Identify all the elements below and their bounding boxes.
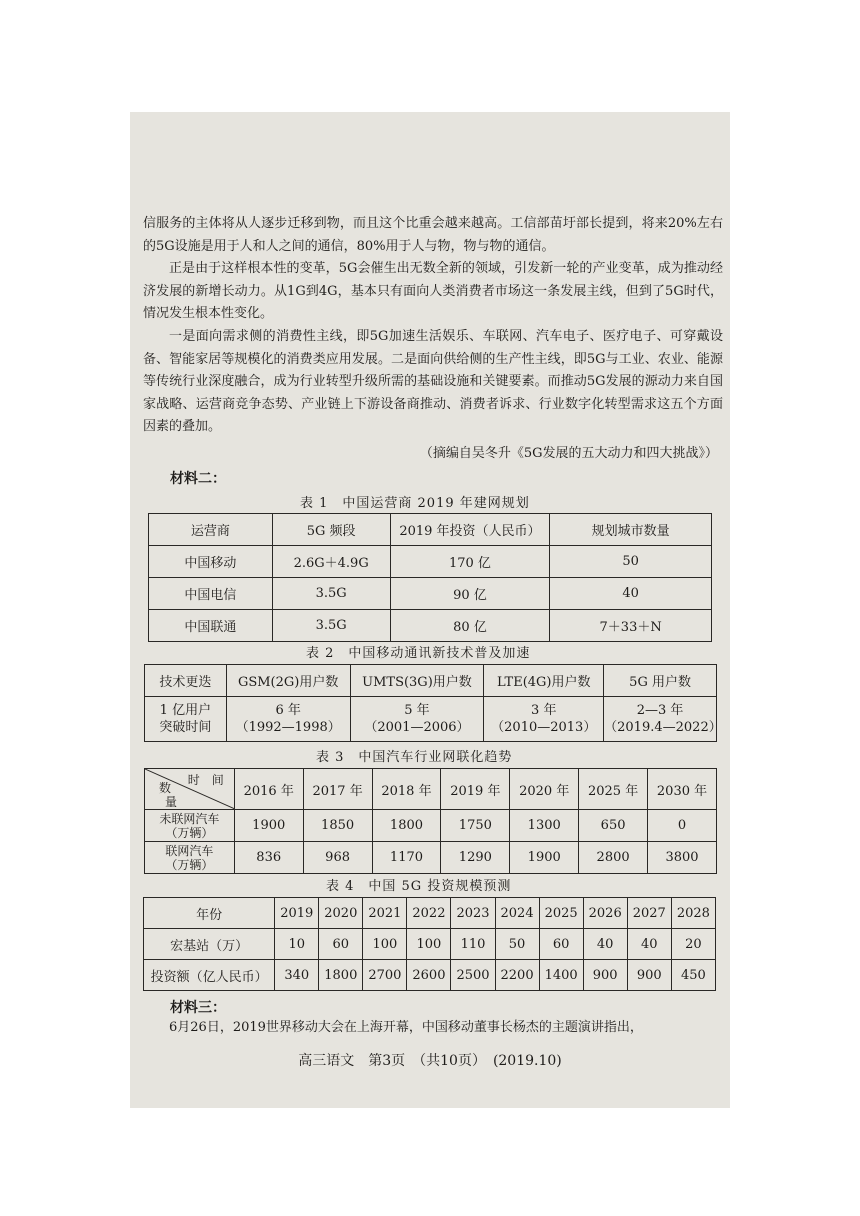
table-header: 2025 年: [579, 769, 648, 810]
table-cell: 10: [275, 929, 319, 960]
corner-quantity-label: 数 量: [159, 781, 178, 809]
table-header: 2021: [363, 898, 407, 929]
table-header: 规划城市数量: [550, 514, 712, 546]
table-cell: 40: [627, 929, 671, 960]
source-citation: （摘编自吴冬升《5G发展的五大动力和四大挑战》）: [419, 446, 718, 461]
table-header: LTE(4G)用户数: [484, 665, 604, 697]
table-header: 2023: [451, 898, 495, 929]
table-header: 2019 年: [441, 769, 510, 810]
table-cell: 5 年 （2001—2006）: [350, 697, 484, 742]
table-cell: 170 亿: [390, 546, 550, 578]
table-cell: 1850: [303, 810, 372, 842]
table-header: GSM(2G)用户数: [226, 665, 350, 697]
table-cell: 1800: [319, 960, 363, 991]
table-header: 2017 年: [303, 769, 372, 810]
table-cell: 1800: [372, 810, 441, 842]
table-cell: 6 年 （1992—1998）: [226, 697, 350, 742]
table-cell: 50: [495, 929, 539, 960]
table-row: [144, 898, 716, 929]
table-header: 5G 用户数: [604, 665, 717, 697]
table-2: [144, 664, 722, 742]
table-row: [149, 546, 712, 578]
row-label: 宏基站（万）: [144, 929, 275, 960]
table-header: 2030 年: [648, 769, 717, 810]
table-header: 2020: [319, 898, 363, 929]
table-cell: 650: [579, 810, 648, 842]
table-header: 年份: [144, 898, 275, 929]
table-cell: 900: [583, 960, 627, 991]
table-header: 2019: [275, 898, 319, 929]
table-cell: 340: [275, 960, 319, 991]
table-cell: 2.6G＋4.9G: [272, 546, 390, 578]
table-1-caption: 表 1 中国运营商 2019 年建网规划: [300, 496, 530, 511]
table-cell: 50: [550, 546, 712, 578]
table-header: 运营商: [149, 514, 273, 546]
table-header: 2022: [407, 898, 451, 929]
table-row: [145, 842, 717, 874]
table-cell: 中国电信: [149, 578, 273, 610]
table-row: [144, 929, 716, 960]
table-cell: 968: [303, 842, 372, 874]
table-cell: 1400: [539, 960, 583, 991]
diagonal-header-cell: [145, 769, 235, 810]
table-header: 2028: [671, 898, 715, 929]
table-header: 2020 年: [510, 769, 579, 810]
material-2-heading: 材料二：: [170, 471, 226, 487]
table-2-caption: 表 2 中国移动通讯新技术普及加速: [306, 646, 531, 661]
row-label: 投资额（亿人民币）: [144, 960, 275, 991]
table-row: [149, 514, 712, 546]
table-header: 技术更迭: [145, 665, 227, 697]
table-3: [144, 768, 717, 874]
table-cell: 中国联通: [149, 610, 273, 642]
corner-time-label: 时 间: [187, 773, 224, 787]
row-label: 1 亿用户 突破时间: [145, 697, 227, 742]
table-header: 2025: [539, 898, 583, 929]
material-3-heading: 材料三：: [170, 1000, 226, 1016]
table-row: [145, 769, 717, 810]
table-cell: 2600: [407, 960, 451, 991]
table-cell: 60: [319, 929, 363, 960]
table-header: 2026: [583, 898, 627, 929]
table-3-caption: 表 3 中国汽车行业网联化趋势: [316, 750, 513, 765]
table-row: [149, 578, 712, 610]
table-header: 2027: [627, 898, 671, 929]
table-row: [145, 810, 717, 842]
table-header: 2016 年: [234, 769, 303, 810]
table-cell: 1900: [234, 810, 303, 842]
table-cell: 836: [234, 842, 303, 874]
table-cell: 3.5G: [272, 610, 390, 642]
table-header: 2018 年: [372, 769, 441, 810]
paragraph-1: 信服务的主体将从人逐步迁移到物，而且这个比重会越来越高。工信部苗圩部长提到，将来20%左右的5G设施是用于人和人之间的通信，80%用于人与物，物与物的通信。: [143, 216, 723, 254]
table-header: 2019 年投资（人民币）: [390, 514, 550, 546]
page-footer: 高三语文 第3页 （共10页） (2019.10): [298, 1053, 562, 1069]
paragraph-2: 正是由于这样根本性的变革，5G会催生出无数全新的领域，引发新一轮的产业变革，成为推动经济发展的新增长动力。从1G到4G，基本只有面向人类消费者市场这一条发展主线，但到了5G时代，情况发生根本性变化。: [143, 261, 723, 321]
table-cell: 1290: [441, 842, 510, 874]
table-header: 2024: [495, 898, 539, 929]
table-cell: 0: [648, 810, 717, 842]
table-cell: 450: [671, 960, 715, 991]
table-cell: 900: [627, 960, 671, 991]
table-cell: 40: [550, 578, 712, 610]
table-cell: 2200: [495, 960, 539, 991]
table-cell: 2500: [451, 960, 495, 991]
table-cell: 2800: [579, 842, 648, 874]
table-4-caption: 表 4 中国 5G 投资规模预测: [326, 879, 512, 894]
table-cell: 3 年 （2010—2013）: [484, 697, 604, 742]
table-cell: 1750: [441, 810, 510, 842]
table-row: [149, 610, 712, 642]
table-cell: 2700: [363, 960, 407, 991]
table-cell: 100: [407, 929, 451, 960]
table-cell: 1900: [510, 842, 579, 874]
table-cell: 7＋33＋N: [550, 610, 712, 642]
table-header: UMTS(3G)用户数: [350, 665, 484, 697]
table-cell: 110: [451, 929, 495, 960]
table-cell: 2—3 年 （2019.4—2022）: [604, 697, 717, 742]
table-cell: 1300: [510, 810, 579, 842]
paragraph-3: 一是面向需求侧的消费性主线，即5G加速生活娱乐、车联网、汽车电子、医疗电子、可穿戴设备、智能家居等规模化的消费类应用发展。二是面向供给侧的生产性主线，即5G与工业、农业、能源等传统行业深度融合，成为行业转型升级所需的基础设施和关键要素。而推动5G发展的源动力来自国家战略、运营商竞争态势、产业链上下游设备商推动、消费者诉求、行业数字化转型需求这五个方面因素的叠加。: [143, 329, 723, 434]
table-cell: 80 亿: [390, 610, 550, 642]
table-cell: 3800: [648, 842, 717, 874]
material-3-text: 6月26日，2019世界移动大会在上海开幕，中国移动董事长杨杰的主题演讲指出，: [169, 1020, 643, 1035]
table-header: 5G 频段: [272, 514, 390, 546]
table-row: [145, 697, 717, 742]
table-cell: 1170: [372, 842, 441, 874]
table-cell: 3.5G: [272, 578, 390, 610]
table-1: [148, 513, 712, 642]
table-4: [143, 897, 716, 991]
table-cell: 100: [363, 929, 407, 960]
row-label: 未联网汽车 （万辆）: [145, 810, 235, 842]
row-label: 联网汽车 （万辆）: [145, 842, 235, 874]
table-row: [144, 960, 716, 991]
table-cell: 90 亿: [390, 578, 550, 610]
table-cell: 20: [671, 929, 715, 960]
table-cell: 60: [539, 929, 583, 960]
table-row: [145, 665, 717, 697]
table-cell: 40: [583, 929, 627, 960]
table-cell: 中国移动: [149, 546, 273, 578]
